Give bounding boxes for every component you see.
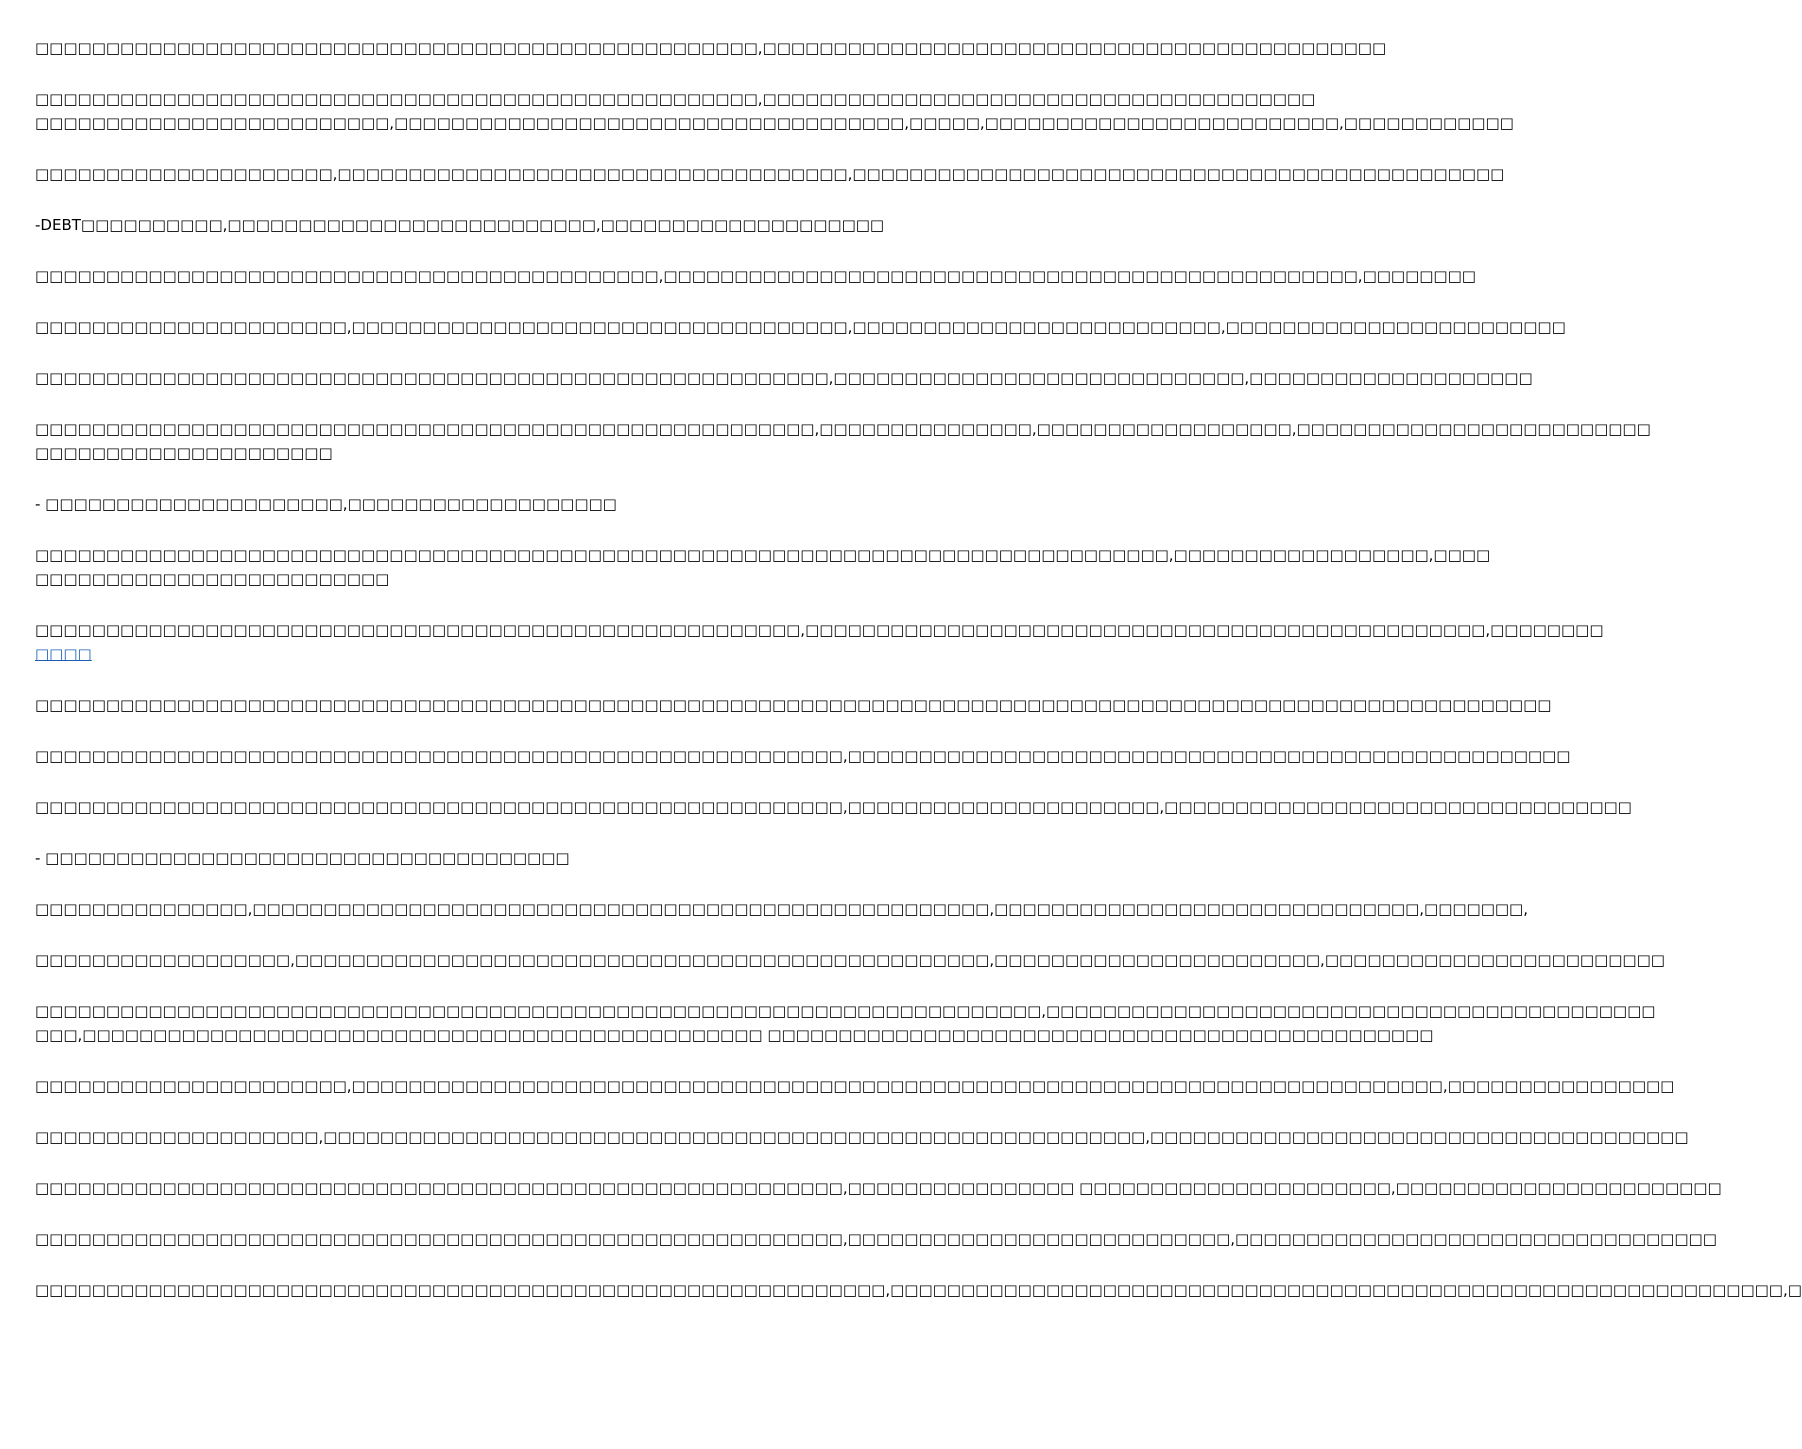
paragraph [35,162,1505,186]
paragraph [35,264,1476,288]
paragraph-line: □□□□□□□□□□□□□□□□□□□□□□,□□□□□□□□□□□□□□□□□□□□□□□□□□□□□□□□□□□□□□□□□□□□□□□□□□□□□□□□□□□□□□□□□□□□□□□□□□□□□,□□□□□□□□□□□□□□□□ [35,1077,1675,1095]
paragraph [35,1125,1689,1149]
paragraph [35,1278,1802,1302]
paragraph [35,417,1651,465]
inline-link[interactable]: □□□□ [35,645,92,663]
paragraph [35,795,1632,819]
paragraph-line: □□□□□□□□□□□□□□□□□□□□□□□□□□□□□□□□□□□□□□□□□□□□□□□□□□□□□□□□□,□□□□□□□□□□□□□□□□ □□□□□□□□□□□□□□□□□□□□□□,□□□□□□□□□□□□□□□□□□□□□□□ [35,1179,1722,1197]
paragraph [35,492,990,516]
paragraph [35,543,1491,591]
paragraph-line: □□□□□□□□□□□□□□□□□□□□□□□□□□□□□□□□□□□□□□□□□□□□□□□□□□□□□□,□□□□□□□□□□□□□□□□□□□□□□□□□□□□□□□□□□□□□□□□□□□□□□□□,□□□□□□□□ [35,621,1604,639]
paragraph-line: □□□□□□□□□□□□□□□□□□□□□ [35,444,333,462]
paragraph-line: □□□,□□□□□□□□□□□□□□□□□□□□□□□□□□□□□□□□□□□□□□□□□□□□□□□□ □□□□□□□□□□□□□□□□□□□□□□□□□□□□□□□□□□□□□□□□□□□□□□□ [35,1026,1434,1044]
paragraph [35,999,1656,1047]
paragraph [35,744,1571,768]
paragraph [35,87,1514,135]
paragraph [35,366,1533,390]
paragraph-line: □□□□□□□□□□□□□□□□□□□□□□□□□□□□□□□□□□□□□□□□□□□□□□□□□□□□□□□□□□□□□□□□□□□□□□□,□□□□□□□□□□□□□□□□□□□□□□□□□□□□□□□□□□□□□□□□□□□ [35,1002,1656,1020]
paragraph-line: □□□□□□□□□□□□□□□□□□□□□,□□□□□□□□□□□□□□□□□□□□□□□□□□□□□□□□□□□□,□□□□□□□□□□□□□□□□□□□□□□□□□□□□□□□□□□□□□□□□□□□□□□ [35,165,1505,183]
paragraph-line: □□□□□□□□□□□□□□□□□□,□□□□□□□□□□□□□□□□□□□□□□□□□□□□□□□□□□□□□□□□□□□□□□□□□,□□□□□□□□□□□□□□□□□□□□□□□,□□□□□□□□□□□□□□□□□□□□□□□□ [35,951,1665,969]
paragraph [35,1074,1675,1098]
paragraph [35,36,1387,60]
paragraph-line: □□□□□□□□□□□□□□□□□□□□□□□□□□□□□□□□□□□□□□□□□□□□□□□□□□□□□□□□□,□□□□□□□□□□□□□□□□□□□□□□□□□□□□□□□□□□□□□□□□□□□□□□□□□□□ [35,747,1571,765]
paragraph-line: - □□□□□□□□□□□□□□□□□□□□□□□□□□□□□□□□□□□□□ [35,849,570,867]
paragraph [35,846,990,870]
paragraph [35,315,1566,339]
paragraph [35,948,1665,972]
paragraph-line: □□□□□□□□□□□□□□□□□□□□□□□□□,□□□□□□□□□□□□□□□□□□□□□□□□□□□□□□□□□□□□,□□□□□,□□□□□□□□□□□□□□□□□□□□□□□□□,□□□□□□□□□□□□ [35,114,1514,132]
paragraph-line: □□□□□□□□□□□□□□□□□□□□□□□□□□□□□□□□□□□□□□□□□□□□,□□□□□□□□□□□□□□□□□□□□□□□□□□□□□□□□□□□□□□□□□□□□□□□□□,□□□□□□□□ [35,267,1476,285]
paragraph [35,897,1528,921]
paragraph-line: - □□□□□□□□□□□□□□□□□□□□□,□□□□□□□□□□□□□□□□□□□ [35,495,617,513]
paragraph [35,618,1604,666]
paragraph-line: □□□□□□□□□□□□□□□□□□□□□□□□□□□□□□□□□□□□□□□□□□□□□□□□□□□□□□□□,□□□□□□□□□□□□□□□□□□□□□□□□□□□□□,□□□□□□□□□□□□□□□□□□□□ [35,369,1533,387]
paragraph-line: □□□□□□□□□□□□□□□□□□□□□□,□□□□□□□□□□□□□□□□□□□□□□□□□□□□□□□□□□□,□□□□□□□□□□□□□□□□□□□□□□□□□□,□□□□□□□□□□□□□□□□□□□□□□□□ [35,318,1566,336]
paragraph-line: □□□□□□□□□□□□□□□□□□□□□□□□□□□□□□□□□□□□□□□□□□□□□□□□□□□□□□□□□,□□□□□□□□□□□□□□□□□□□□□□,□□□□□□□□□□□□□□□□□□□□□□□□□□□□□□□□□ [35,798,1632,816]
paragraph-line: □□□□□□□□□□□□□□□□□□□□□□□□□□□□□□□□□□□□□□□□□□□□□□□□□□□,□□□□□□□□□□□□□□□□□□□□□□□□□□□□□□□□□□□□□□□□□□□□ [35,39,1387,57]
paragraph-line: □□□□□□□□□□□□□□□□□□□□,□□□□□□□□□□□□□□□□□□□□□□□□□□□□□□□□□□□□□□□□□□□□□□□□□□□□□□□□□□,□□□□□□□□□□□□□□□□□□□□□□□□□□□□□□□□□□□□□□ [35,1128,1689,1146]
paragraph-line: □□□□□□□□□□□□□□□,□□□□□□□□□□□□□□□□□□□□□□□□□□□□□□□□□□□□□□□□□□□□□□□□□□□□,□□□□□□□□□□□□□□□□□□□□□□□□□□□□□□,□□□□□□□, [35,900,1528,918]
paragraph-line: -DEBT□□□□□□□□□□,□□□□□□□□□□□□□□□□□□□□□□□□□□,□□□□□□□□□□□□□□□□□□□□ [35,216,885,234]
paragraph [35,693,1552,717]
paragraph-line: □□□□□□□□□□□□□□□□□□□□□□□□□□□□□□□□□□□□□□□□□□□□□□□□□□□□□□□□□,□□□□□□□□□□□□□□□□□□□□□□□□□□□,□□□□□□□□□□□□□□□□□□□□□□□□□□□□□□□□□□ [35,1230,1717,1248]
paragraph-line: □□□□□□□□□□□□□□□□□□□□□□□□□□□□□□□□□□□□□□□□□□□□□□□□□□□□□□□□□□□□□□□□□□□□□□□□□□□□□□□□□□□□□□□□□□□□□□□□□□□□□□□□□□□ [35,696,1552,714]
paragraph-line: □□□□□□□□□□□□□□□□□□□□□□□□□□□□□□□□□□□□□□□□□□□□□□□□□□□□□□□□□□□□□□□□□□□□□□□□□□□□□□□□,□□□□□□□□□□□□□□□□□□,□□□□ [35,546,1491,564]
paragraph-line: □□□□□□□□□□□□□□□□□□□□□□□□□□□□□□□□□□□□□□□□□□□□□□□□□□□□□□□□□□□□,□□□□□□□□□□□□□□□□□□□□□□□□□□□□□□□□□□□□□□□□□□□□□□□□□□□□□□□□□□□□□□□,□ [35,1281,1802,1299]
paragraph [35,213,990,237]
paragraph [35,1176,1722,1200]
paragraph [35,1227,1717,1251]
paragraph-line: □□□□□□□□□□□□□□□□□□□□□□□□□□□□□□□□□□□□□□□□□□□□□□□□□□□□□□□,□□□□□□□□□□□□□□□,□□□□□□□□□□□□□□□□□□,□□□□□□□□□□□□□□□□□□□□□□□□□ [35,420,1651,438]
paragraph-line: □□□□□□□□□□□□□□□□□□□□□□□□□ [35,570,390,588]
paragraph-line: □□□□□□□□□□□□□□□□□□□□□□□□□□□□□□□□□□□□□□□□□□□□□□□□□□□,□□□□□□□□□□□□□□□□□□□□□□□□□□□□□□□□□□□□□□□ [35,90,1316,108]
